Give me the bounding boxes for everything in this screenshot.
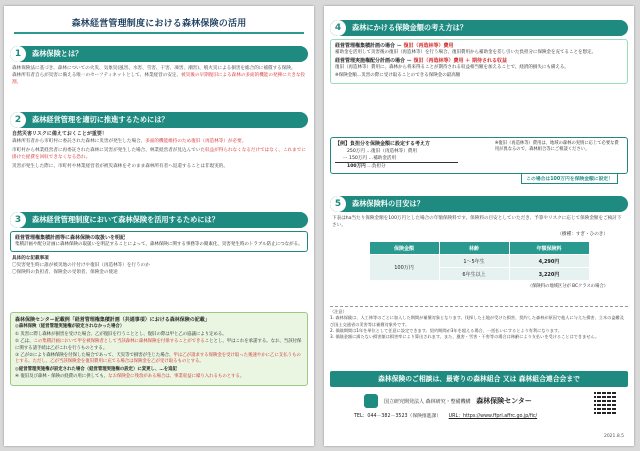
section-number: 1	[10, 46, 28, 62]
value: 100万円	[347, 163, 366, 169]
statement-box	[10, 231, 308, 252]
section-4-heading	[330, 20, 628, 36]
section-3	[10, 212, 308, 276]
table-cell: 100万円	[369, 255, 439, 281]
label: …補助金活用	[368, 155, 397, 161]
highlight-text: 多面的機能維持のため復旧（再造林等）が必要。	[145, 139, 247, 144]
list-subheading: ◎森林保険（経営管理実施権が設定されなかった場合）	[15, 324, 125, 330]
calc-row	[335, 155, 458, 163]
example-calc	[335, 141, 489, 170]
paragraph: 復旧（再造林等）費用に、森林から将来得ることが期待される収益相当額を加えることで、経済的損失にも備える。	[335, 64, 569, 70]
box-heading: 経営管理権集積計画等に森林保険の取扱いを明記	[15, 235, 126, 241]
note-item: 2. 保険期間は1年を単位として任意に設定できます。契約期間が3年を超える場合、一括払いにするとより有利になります。	[330, 327, 562, 333]
section-2	[10, 112, 308, 170]
text: こととし、甲はこれを承諾する。なお、当該付保に関する諸手続は乙がこれを行うものとする。	[15, 339, 302, 351]
note-item: 1. 森林保険は、人工林等のごとに加入した期間が補償対象となります。伐採した土地が受けた損害、契約した森林が原因で他人に与えた損害、立木の盗難及び国土交通省の災害等は補償対象外です。	[330, 315, 624, 327]
example-section	[330, 134, 628, 182]
text: ③ 乙が②により森林保険を付保した場合であって、天災等で損害が生じた場合、	[15, 353, 174, 359]
contact-line	[354, 412, 628, 419]
title-divider	[14, 32, 304, 34]
highlight-text: この集積計画において甲を被保険者として当該森林に森林保険を付保することができる	[33, 339, 205, 345]
list-subheading: ◎経営管理実施権が設定された場合（経営管理実施権の設定）に変更し、…を追記	[15, 366, 177, 372]
list-item	[15, 353, 303, 366]
qr-code-icon	[594, 392, 616, 414]
organization-logo-icon	[364, 394, 378, 408]
note-item: 3. 保険金額に満たない損害額は損害率により算出されます。また、風害・雪害・干害等の場合は林齢により支払いを受けることはできません。	[330, 334, 600, 340]
calc-row	[335, 163, 489, 170]
section-5	[330, 196, 628, 289]
section-4	[330, 20, 628, 84]
section-1-heading	[10, 46, 308, 62]
list-item: ① 災害に際し森林が損害を受けた場合、乙が復旧を行うこととし、復旧の際は甲と乙の協議により定める。	[15, 331, 227, 337]
box-title: 森林保険センター記載例「経営管理権集積計画（共通事項）における森林保険の記載」	[15, 317, 210, 323]
section-3-examples	[10, 255, 308, 276]
section-title: 森林経営管理を適切に推進するためには？	[32, 115, 169, 124]
paragraph	[12, 138, 306, 145]
list-item	[15, 374, 303, 380]
species-label: （樹種：すぎ・ひのき）	[557, 232, 608, 237]
section-number: 5	[330, 196, 348, 212]
left-page	[4, 6, 314, 446]
section-1	[10, 46, 308, 86]
section-title: 森林経営管理制度において森林保険を活用するためには？	[32, 215, 219, 224]
contact-banner: 森林保険のご相談は、最寄りの森林組合 又は 森林組合連合会まで	[330, 371, 628, 387]
section-title: 森林保険とは？	[32, 49, 83, 58]
table-header-row	[369, 242, 589, 255]
subheading: 具体的な記載事項	[12, 256, 49, 262]
website-link[interactable]: URL：https://www.ffpri.affrc.go.jp/fic/	[448, 414, 538, 419]
premium-table	[369, 241, 590, 281]
section-2-body	[10, 131, 308, 170]
issue-date: 2021.8.5	[603, 434, 624, 439]
table-cell: 1〜5年生	[439, 255, 509, 268]
premium-table-wrap	[330, 241, 628, 281]
list-item	[15, 339, 303, 352]
notes-heading: （注意）	[330, 309, 347, 314]
highlight-text: 甲は乙が請求する保険金を受け取った後速やかに乙に支払うものとする。	[15, 353, 301, 365]
example-box	[10, 312, 308, 386]
text: 市町村から林業経営者に再委託された森林に災害が発生した場合、林業経営者が見込んでいた	[12, 148, 205, 153]
table-footnote: （保険料の地域区分が BCクラスの場合）	[527, 284, 608, 289]
table-row	[369, 255, 589, 268]
text: ④ 復旧及び森林・保険の経費の用に供しても、	[15, 374, 109, 380]
column-header: 林齢	[439, 242, 509, 255]
insurance-amount-box	[330, 39, 628, 84]
section-1-body	[10, 65, 308, 86]
label: …負担分	[367, 163, 386, 169]
example-note: ※復旧（再造林等）費用は、地域の森林の実情に応じて必要な費用が異なるので、森林組合等にご相談ください。	[494, 141, 619, 152]
case-heading	[335, 58, 623, 65]
numbered-list	[15, 324, 303, 380]
list-item: 〇災害発生時に誰が被災地の片付けや復旧（再造林等）を行うのか	[12, 263, 150, 269]
paragraph: 補助金を活用して災害後の復旧（再造林等）を行う場合、復旧費用から補助金を差し引いた負担分に保険金を充てることを想定。	[335, 49, 596, 55]
highlight-text: なお保険金に残余がある場合は、事業収益に繰り入れるものとする。	[108, 374, 245, 380]
highlight-text: 復旧（再造林等）費用	[403, 43, 454, 49]
table-cell: 4,290円	[509, 255, 589, 268]
section-2-heading	[10, 112, 308, 128]
organization-name: 森林保険センター	[476, 397, 532, 405]
value: ー 150万円	[343, 155, 368, 161]
section-3-heading	[10, 212, 308, 228]
column-header: 保険金額	[369, 242, 439, 255]
example-box-section	[10, 312, 308, 386]
section-title: 森林にかける保険金額の考え方は？	[352, 23, 468, 32]
example-heading: 【例】負担分を保険金額に設定する考え方	[335, 141, 431, 147]
section-5-body: 下表はha当たり保険金額を100万円とした場合の年額保険料です。保険料の目安としていただき、予算やリスクに応じて保険金額をご検討下さい。	[332, 216, 622, 228]
table-cell: 3,220円	[509, 268, 589, 281]
page-title: 森林経営管理制度における森林保険の活用	[71, 19, 247, 29]
text: 経営管理権集積計画の場合	[335, 43, 396, 49]
organization-parent: 国立研究開発法人 森林研究・整備機構	[384, 399, 471, 405]
highlight-text: ただし、乙が当該保険金を復旧費用に充てる場合は保険金を乙が受け取るものとする。	[32, 359, 204, 365]
box-text: 集積計画や配分計画に森林保険の取扱いを明記することによって、森林保険に関する事務等の簡素化、災害発生時のトラブル防止につながる。	[15, 241, 303, 247]
notes-section	[330, 306, 628, 340]
highlight-text: 収益が得られなくなるだけではなく、これまでに掛けた経費を回収できなくなる恐れ。	[12, 148, 306, 160]
section-number: 4	[330, 20, 348, 36]
section-5-heading	[330, 196, 628, 212]
table-cell: 6年生以上	[439, 268, 509, 281]
section-number: 2	[10, 112, 28, 128]
right-page	[324, 6, 634, 446]
result-callout: この場合は100万円を保険金額に設定！	[521, 173, 618, 184]
calc-row	[335, 148, 489, 155]
highlight-text: 被災後の早期復旧による森林の多面的機能の発揮に大きな役割。	[12, 73, 306, 85]
text: 経営管理実施権配分計画の場合	[335, 58, 406, 65]
organization-line	[384, 396, 628, 406]
section-number: 3	[10, 212, 28, 228]
paragraph: 災害が発生した際に、市町村や林業経営者が被災森林をそのまま森林所有者へ返還することは非現実的。	[12, 164, 228, 169]
text: ② 乙は、	[15, 339, 34, 345]
example-box	[330, 137, 628, 174]
section-title: 森林保険料の目安は？	[352, 199, 424, 208]
highlight-text: 復旧（再造林等）費用 ＋ 期待される収益	[413, 58, 508, 65]
case-heading	[335, 43, 623, 50]
text: ー	[396, 43, 402, 49]
paragraph	[12, 147, 306, 161]
phone-number: TEL：044－382－3523（保険推進課）	[354, 414, 442, 419]
paragraph	[12, 72, 306, 86]
value: 250万円	[347, 148, 365, 154]
subheading: 自然災害リスクに備えておくことが重要！	[12, 131, 107, 137]
text: 森林所有者から市町村に委託された森林に災害が発生した場合、	[12, 139, 146, 144]
list-item: 〇保険料の負担者、保険金の受領者、保険金の使途	[12, 270, 118, 276]
label: …復旧（再造林等）費用	[366, 148, 417, 154]
column-header: 年額保険料	[509, 242, 589, 255]
text: 森林所有者自らが災害に備える唯一のセーフティネットとして、林業経営の安定、	[12, 73, 182, 78]
paragraph: 森林保険法に基づき、森林についての火災、気象災(風害、水害、雪害、干害、凍害、潮害)、噴火災による損害を総合的に補償する保険。	[12, 66, 296, 71]
note: ※保険金額…災害の際に受け取ることのできる保険金の最高額	[335, 73, 461, 79]
text: ー	[406, 58, 412, 65]
notes	[330, 306, 628, 340]
